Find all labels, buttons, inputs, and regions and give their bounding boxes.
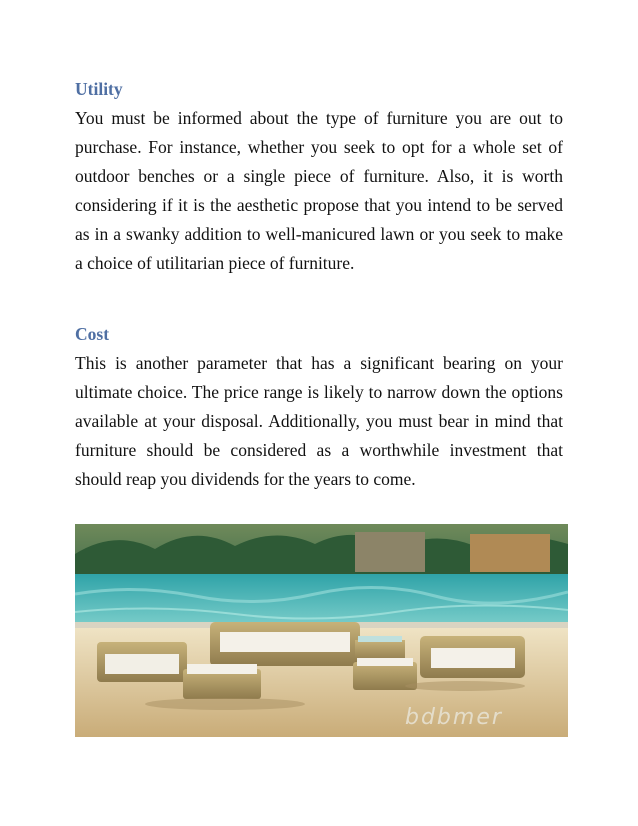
cost-section bbox=[75, 319, 563, 494]
section-body-utility: You must be informed about the type of furniture you are out to purchase. For instance, whether you seek to opt for a whole set of outdoor benches or a single piece of furniture. Also, it is worth considering if it is the aesthetic propose that you intend to be served as in a swanky addition to well-manicured lawn or you seek to make a choice of utilitarian piece of furniture. bbox=[75, 108, 563, 273]
section-heading-cost: Cost bbox=[75, 324, 110, 344]
utility-section bbox=[75, 74, 563, 278]
photo-watermark: bdbmer bbox=[405, 705, 503, 730]
outdoor-furniture-photo bbox=[75, 524, 568, 737]
section-body-cost: This is another parameter that has a significant bearing on your ultimate choice. The price range is likely to narrow down the options available at your disposal. Additionally, you must bear in mind that furniture should be considered as a worthwhile investment that should reap you dividends for the years to come. bbox=[75, 353, 563, 489]
section-heading-utility: Utility bbox=[75, 79, 123, 99]
